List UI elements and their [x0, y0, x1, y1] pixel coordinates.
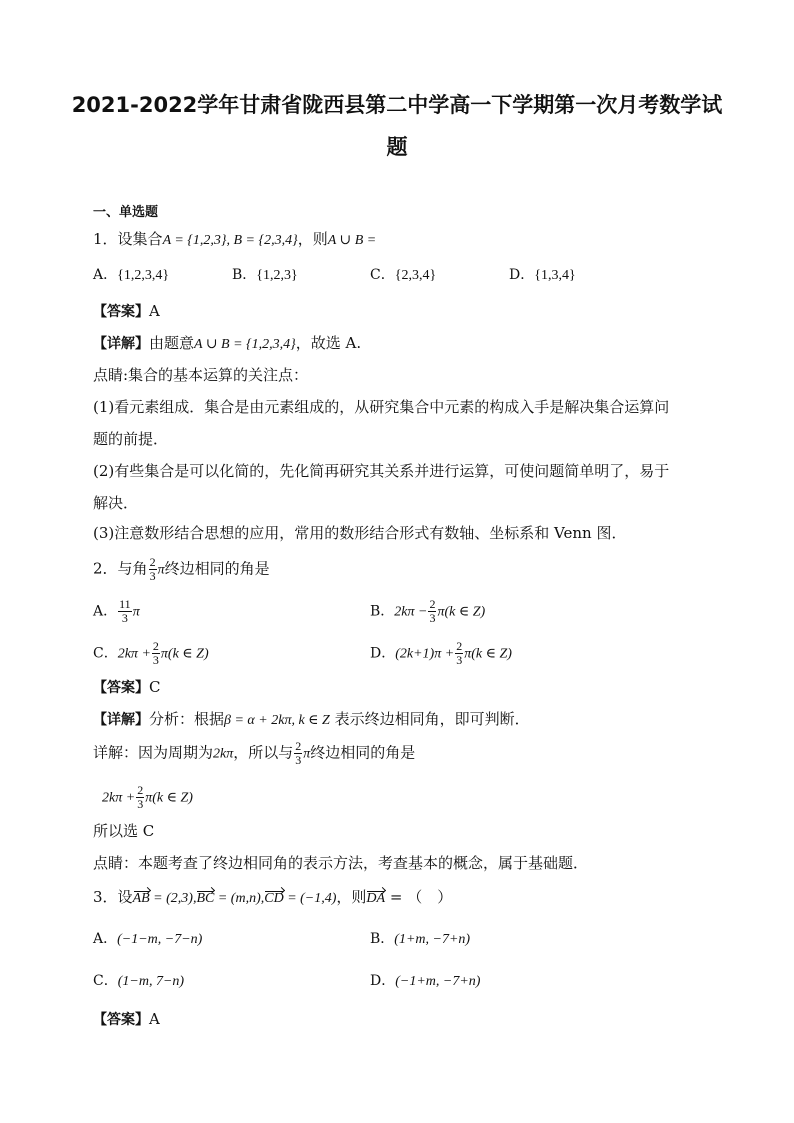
- detail-tag: 【详解】: [93, 712, 149, 728]
- q1-option-c: [370, 266, 436, 285]
- option-label: D．: [509, 267, 535, 283]
- q2-detail3-post: π(k ∈ Z): [145, 790, 193, 806]
- option-label: C．: [93, 973, 118, 989]
- q2-stem-suffix: 终边相同的角是: [164, 559, 270, 578]
- q2-detail2-fraction: [294, 740, 302, 767]
- q1-number: 1．: [93, 230, 118, 248]
- frac-num: 2: [149, 555, 156, 569]
- q2-option-d: [370, 640, 512, 667]
- frac-den: 3: [456, 653, 463, 667]
- q2-stem-prefix: 与角: [117, 559, 148, 578]
- option-value: {1,3,4}: [534, 268, 576, 283]
- option-label: A．: [93, 267, 118, 283]
- frac-num: 2: [295, 739, 302, 753]
- frac-den: 3: [149, 569, 156, 583]
- option-fraction: [428, 598, 436, 625]
- q2-stem: [93, 556, 270, 583]
- q3-option-c: [93, 972, 184, 991]
- q3-stem-mid: ，则: [336, 888, 367, 906]
- option-math: π(k ∈ Z): [464, 646, 512, 662]
- q3-bc-value: = (m,n),: [214, 891, 265, 906]
- pi-symbol: π: [132, 604, 140, 620]
- q1-note1b: 题的前提．: [93, 430, 169, 448]
- option-value: {1,2,3}: [256, 268, 298, 283]
- q3-option-b: [370, 930, 470, 949]
- frac-num: 2: [429, 597, 436, 611]
- option-value: (−1−m, −7−n): [117, 932, 203, 947]
- option-label: B．: [232, 267, 257, 283]
- option-label: C．: [93, 645, 118, 662]
- detail-tag: 【详解】: [93, 336, 149, 352]
- doc-title-line2: 题: [386, 135, 408, 159]
- q3-cd-value: = (−1,4): [283, 891, 337, 906]
- vector-cd: CD: [264, 891, 284, 906]
- option-label: D．: [370, 645, 396, 662]
- option-fraction: [455, 640, 463, 667]
- q2-detail2-math: 2kπ: [213, 746, 234, 762]
- frac-den: 3: [121, 611, 128, 625]
- q2-note: 点睛：本题考查了终边相同角的表示方法，考查基本的概念，属于基础题．: [93, 854, 589, 872]
- q1-option-b: [232, 266, 298, 285]
- q1-answer-value: A: [149, 302, 160, 320]
- q1-stem-prefix: 设集合: [117, 230, 163, 248]
- q3-ab-value: = (2,3),: [149, 891, 197, 906]
- q2-detail3: [102, 784, 193, 811]
- q2-detail-math: β = α + 2kπ, k ∈ Z: [224, 713, 330, 728]
- frac-den: 3: [429, 611, 436, 625]
- option-math: 2kπ −: [394, 604, 428, 620]
- option-value: (1+m, −7+n): [394, 932, 471, 947]
- q1-stem-math2: A ∪ B =: [327, 233, 377, 248]
- q2-detail2-a: 详解：因为周期为: [93, 743, 214, 762]
- answer-tag: 【答案】: [93, 304, 149, 320]
- answer-tag: 【答案】: [93, 1012, 149, 1028]
- q1-note-title: 点睛:集合的基本运算的关注点：: [93, 366, 309, 384]
- doc-title-line1: 2021-2022学年甘肃省陇西县第二中学高一下学期第一次月考数学试: [71, 93, 723, 117]
- option-label: D．: [370, 973, 396, 989]
- q3-stem: [93, 888, 452, 908]
- q3-number: 3．: [93, 888, 118, 906]
- section-heading: 一、单选题: [93, 205, 159, 220]
- frac-num: 2: [137, 783, 144, 797]
- vector-da: DA: [366, 891, 386, 906]
- q2-detail: [93, 710, 530, 730]
- frac-num: 2: [152, 639, 159, 653]
- frac-den: 3: [152, 653, 159, 667]
- q1-detail-math: A ∪ B = {1,2,3,4}: [194, 337, 296, 352]
- frac-num: 2: [456, 639, 463, 653]
- q1-detail-prefix: 由题意: [149, 334, 195, 352]
- frac-den: 3: [295, 753, 302, 767]
- q1-note3: (3)注意数形结合思想的应用，常用的数形结合形式有数轴、坐标系和 Venn 图．: [93, 524, 627, 542]
- frac-den: 3: [137, 797, 144, 811]
- q2-detail-a: 分析：根据: [149, 710, 225, 728]
- q1-option-d: [509, 266, 576, 285]
- q3-answer: [93, 1010, 160, 1029]
- q3-stem-prefix: 设: [117, 888, 133, 906]
- q2-detail3-pre: 2kπ +: [102, 790, 136, 806]
- pi-symbol: π: [157, 562, 165, 578]
- option-value: (1−m, 7−n): [117, 974, 185, 989]
- q3-stem-end: = （ ）: [385, 888, 453, 906]
- option-label: A．: [93, 603, 118, 620]
- q1-detail-suffix: ，故选 A.: [295, 334, 362, 352]
- option-value: {2,3,4}: [394, 268, 437, 283]
- option-label: C．: [370, 267, 395, 283]
- q1-note2b: 解决．: [93, 494, 139, 512]
- q1-stem-mid: ，则: [297, 230, 328, 248]
- option-label: B．: [370, 603, 395, 620]
- answer-tag: 【答案】: [93, 680, 149, 696]
- q3-answer-value: A: [149, 1010, 160, 1028]
- frac-num: 11: [119, 597, 131, 611]
- q2-detail2-b: ，所以与: [233, 743, 294, 762]
- q1-note2: (2)有些集合是可以化简的，先化简再研究其关系并进行运算，可使问题简单明了，易于: [93, 462, 670, 480]
- q1-option-a: [93, 266, 169, 285]
- q3-option-d: [370, 972, 480, 991]
- option-label: A．: [93, 931, 118, 947]
- vector-ab: AB: [132, 891, 150, 906]
- q1-note1: (1)看元素组成．集合是由元素组成的，从研究集合中元素的构成入手是解决集合运算问: [93, 398, 670, 416]
- q1-detail: [93, 334, 361, 354]
- q2-detail-b: 表示终边相同角，即可判断．: [329, 710, 530, 728]
- option-value: {1,2,3,4}: [117, 268, 170, 283]
- option-math: 2kπ +: [117, 646, 151, 662]
- q1-answer: [93, 302, 160, 321]
- q1-stem-math: A = {1,2,3}, B = {2,3,4}: [162, 233, 298, 248]
- q2-answer-value: C: [149, 678, 161, 696]
- q2-detail3-fraction: [136, 784, 144, 811]
- q2-answer: [93, 678, 160, 697]
- q2-detail2-c: 终边相同的角是: [310, 743, 416, 762]
- pi-symbol: π: [303, 746, 311, 762]
- q2-choose: 所以选 C: [93, 822, 155, 840]
- option-math: π(k ∈ Z): [437, 604, 486, 620]
- q2-detail2: [93, 740, 415, 767]
- q3-option-a: [93, 930, 202, 949]
- q2-number: 2．: [93, 559, 118, 578]
- option-fraction: [152, 640, 160, 667]
- option-math: π(k ∈ Z): [160, 646, 209, 662]
- vector-bc: BC: [196, 891, 215, 906]
- q2-fraction: [149, 556, 157, 583]
- q2-option-b: [370, 598, 485, 625]
- option-label: B．: [370, 931, 395, 947]
- option-fraction: [118, 598, 132, 625]
- option-math: (2k+1)π +: [395, 646, 455, 662]
- q2-option-a: [93, 598, 140, 625]
- q2-option-c: [93, 640, 209, 667]
- option-value: (−1+m, −7+n): [395, 974, 481, 989]
- q1-stem: [93, 230, 376, 250]
